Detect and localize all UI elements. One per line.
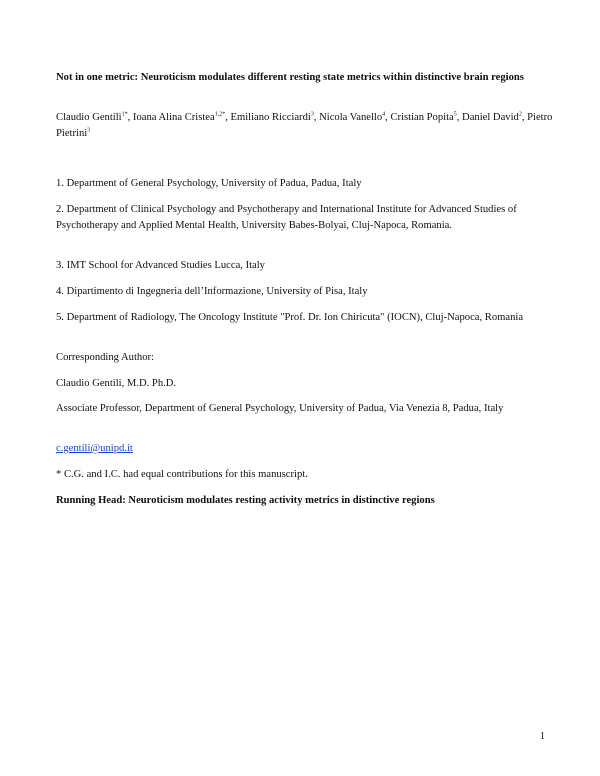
author-affiliation-marker: 3 (87, 127, 91, 134)
paper-title: Not in one metric: Neuroticism modulates different resting state metrics within distinctive brain regions (56, 72, 524, 83)
author-affiliation-marker: 4 (382, 111, 386, 118)
author-name: Claudio Gentili (56, 112, 122, 123)
corresponding-author-name: Claudio Gentili, M.D. Ph.D. (56, 378, 177, 389)
author-affiliation-marker: 1* (121, 111, 128, 118)
author-affiliation-marker: 3 (310, 111, 314, 118)
author-affiliation-marker: 2 (518, 111, 522, 118)
equal-contribution-note: * C.G. and I.C. had equal contributions for this manuscript. (56, 469, 308, 480)
affiliation-3: 3. IMT School for Advanced Studies Lucca, Italy (56, 260, 265, 271)
affiliation-1: 1. Department of General Psychology, University of Padua, Padua, Italy (56, 178, 362, 189)
author-name: Ioana Alina Cristea (132, 112, 215, 123)
affiliation-5: 5. Department of Radiology, The Oncology Institute "Prof. Dr. Ion Chiricuta" (IOCN), Cluj-Napoca, Romania (56, 312, 524, 323)
email-link[interactable]: c.gentili@unipd.it (56, 443, 133, 454)
affiliation-2: 2. Department of Clinical Psychology and Psychotherapy and International Institute for Advanced Studies of Psychotherapy and Applied Mental Health, University Babes-Bolyai, Cluj-Napoca, Romania. (56, 204, 517, 231)
page-number: 1 (540, 731, 545, 742)
author-name: Nicola Vanello (319, 112, 383, 123)
author-name: Emiliano Ricciardi (230, 112, 311, 123)
author-affiliation-marker: 1,2* (214, 111, 226, 118)
author-name: Pietro Pietrini (56, 112, 553, 139)
affiliation-4: 4. Dipartimento di Ingegneria dell’Informazione, University of Pisa, Italy (56, 286, 368, 297)
author-list: Claudio Gentili$^{1*}$, Ioana Alina Cristea$^{1,2*}$, Emiliano Ricciardi$^3$, Nicola Vanello$^4$, Cristian Popita$^5$, Daniel David$^2$, Pietro Pietrini$^3$ (56, 111, 553, 139)
corresponding-author-position: Associate Professor, Department of General Psychology, University of Padua, Via Venezia 8, Padua, Italy (56, 403, 504, 414)
email-container (56, 441, 536, 457)
corresponding-author-label: Corresponding Author: (56, 352, 154, 363)
author-affiliation-marker: 5 (453, 111, 457, 118)
author-name: Cristian Popita (390, 112, 454, 123)
running-head: Running Head: Neuroticism modulates resting activity metrics in distinctive regions (56, 495, 435, 506)
author-name: Daniel David (462, 112, 519, 123)
